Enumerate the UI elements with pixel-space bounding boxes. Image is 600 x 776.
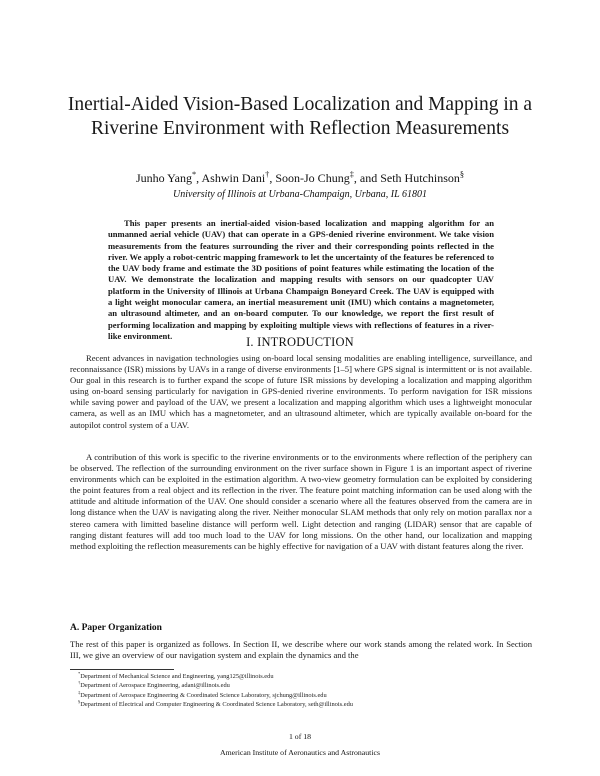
abstract: This paper presents an inertial-aided vision-based localization and mapping algorithm for an unmanned aerial vehicle (UAV) that can operate in a GPS-denied riverine environment. We take vision measurements from the features surrounding the river and their corresponding points reflected in the river. We apply a robot-centric mapping framework to let the uncertainty of the features be referenced to the UAV body frame and estimate the 3D positions of point features while estimating the location of the UAV. We demonstrate the localization and mapping results with sensors on our quadcopter UAV platform in the University of Illinois at Urbana Champaign Boneyard Creek. The UAV is equipped with a light weight monocular camera, an inertial measurement unit (IMU) which contains a magnetometer, an ultrasound altimeter, and an on-board computer. To our knowledge, we report the first result of performing localization and mapping by exploiting multiple views with reflections of features in a river-like environment. [108, 218, 494, 341]
footnote [78, 681, 532, 690]
intro-paragraph-2: A contribution of this work is specific to the riverine environments or to the environments where reflection of the periphery can be observed. The reflection of the surrounding environment on the river surface shown in Figure 1 is an important aspect of riverine environments which can be exploited in the estimation algorithm. A two-view geometry formulation can be exploited by considering the point features from a real object and its reflection in the river. The feature point matching information can be used along with the attitude and altitude information of the UAV. One should consider a scenario where all the features observed from the camera are in long distance when the UAV is navigating along the river. Neither monocular SLAM methods that only rely on motion parallax nor a stereo camera with limitted baseline distance will perform well. Light detection and ranging (LIDAR) sensor that are capable of ranging distant features will add too much load to the UAV for long missions. On the other hand, our localization and mapping method exploiting the reflection measurements can be highly effective for navigation of a UAV with distant features along the river. [70, 452, 532, 551]
footnote-text: Department of Electrical and Computer Engineering & Coordinated Science Laboratory, seth@illinois.edu [80, 701, 353, 709]
paper-title: Inertial-Aided Vision-Based Localization and Mapping in a Riverine Environment with Reflection Measurements [67, 94, 533, 139]
running-footer: American Institute of Aeronautics and Astronautics [219, 748, 380, 757]
author-name: Ashwin Dani [201, 171, 266, 185]
subsection-heading: A. Paper Organization [70, 623, 162, 633]
author-mark: ‡ [349, 170, 354, 179]
footnote [78, 700, 532, 709]
footnote-text: Department of Mechanical Science and Engineering, yang125@illinois.edu [80, 673, 274, 680]
organization-paragraph: The rest of this paper is organized as follows. In Section II, we describe where our work stands among the related work. In Section III, we give an overview of our navigation system and explain the dynamics and the [70, 639, 532, 661]
author-mark: † [265, 170, 270, 179]
affiliation: University of Illinois at Urbana-Champaign, Urbana, IL 61801 [173, 189, 427, 200]
footnote-mark: * [78, 670, 81, 676]
author-name: Junho Yang [135, 171, 192, 185]
intro-paragraph-1: Recent advances in navigation technologies using on-board local sensing modalities are enabling intelligence, surveillance, and reconnaissance (ISR) missions by UAVs in a range of diverse environments [1–5] where GPS signal is intermittent or is not available. Our goal in this research is to further expand the scope of future ISR missions by developing a localization and mapping algorithm using on-board sensing particularly for navigation in GPS-denied riverine environments. To perform navigation for ISR missions while saving power and payload of the UAV, we present a localization and mapping algorithm which uses a lightweight monocular camera, as well as an IMU which has a magnetometer, and an ultrasound altimeter, which are typically available on-board for the autopilot control system of a UAV. [70, 353, 532, 430]
footnote-mark: ‡ [78, 689, 81, 695]
footnote [78, 672, 532, 681]
footnote-mark: § [78, 699, 81, 705]
footnote-rule [70, 669, 174, 670]
footnote-text: Department of Aerospace Engineering & Coordinated Science Laboratory, sjchung@illinois.edu [80, 691, 327, 699]
author-line: Junho Yang*, Ashwin Dani†, Soon-Jo Chung‡, and Seth Hutchinson§ [135, 170, 465, 185]
page-number: 1 of 18 [288, 732, 312, 741]
author-name: Soon-Jo Chung [275, 171, 350, 185]
section-heading-introduction: I. INTRODUCTION [246, 335, 354, 349]
footnote-text: Department of Aerospace Engineering, adani@illinois.edu [80, 682, 230, 690]
author-mark: * [191, 170, 197, 179]
author-mark: § [459, 170, 465, 179]
footnote [78, 691, 532, 700]
footnotes [78, 672, 532, 710]
author-name: and Seth Hutchinson [359, 171, 460, 185]
footnote-mark: † [78, 680, 81, 686]
